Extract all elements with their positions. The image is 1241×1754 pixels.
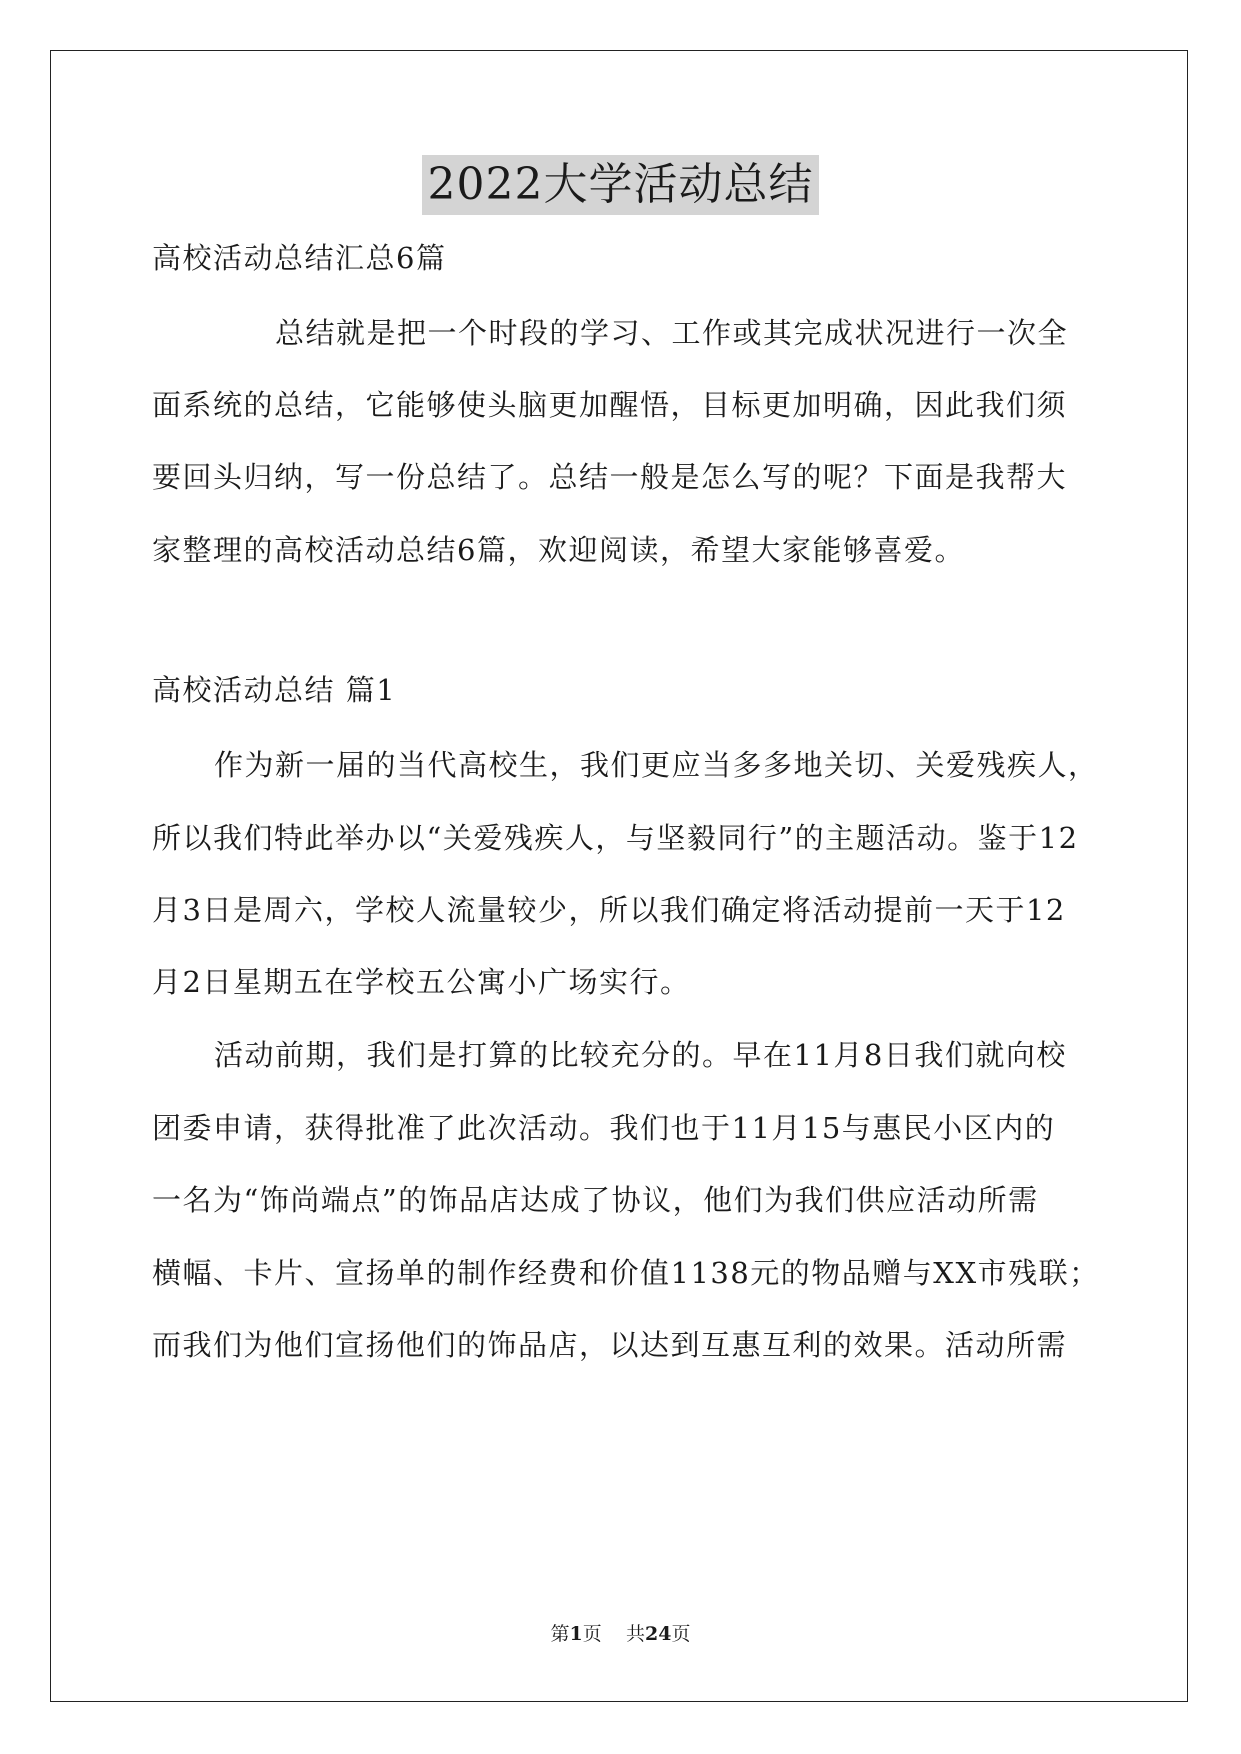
total-prefix: 共 <box>625 1623 645 1645</box>
total-pages: 24 <box>644 1623 672 1645</box>
paragraph-line: 活动前期，我们是打算的比较充分的。早在11月8日我们就向校 <box>214 1038 1067 1072</box>
page-number: 1 <box>569 1623 583 1645</box>
paragraph-line: 月2日星期五在学校五公寓小广场实行。 <box>152 965 691 999</box>
paragraph-line: 团委申请，获得批准了此次活动。我们也于11月15与惠民小区内的 <box>152 1111 1056 1145</box>
paragraph-line: 作为新一届的当代高校生，我们更应当多多地关切、关爱残疾人， <box>214 748 1099 782</box>
title-container <box>0 155 1241 215</box>
section-heading: 高校活动总结 篇1 <box>152 673 397 707</box>
intro-line: 要回头归纳，写一份总结了。总结一般是怎么写的呢？下面是我帮大 <box>152 460 1068 494</box>
page-border <box>50 50 1188 1702</box>
subtitle: 高校活动总结汇总6篇 <box>152 241 447 275</box>
paragraph-line: 一名为“饰尚端点”的饰品店达成了协议，他们为我们供应活动所需 <box>152 1183 1039 1217</box>
document-title: 2022大学活动总结 <box>422 155 820 215</box>
paragraph-line: 所以我们特此举办以“关爱残疾人，与坚毅同行”的主题活动。鉴于12 <box>152 821 1079 855</box>
page-prefix: 第 <box>550 1623 570 1645</box>
intro-line: 总结就是把一个时段的学习、工作或其完成状况进行一次全 <box>275 316 1069 350</box>
page-footer <box>0 1622 1241 1646</box>
page-suffix: 页 <box>582 1623 602 1645</box>
intro-line: 家整理的高校活动总结6篇，欢迎阅读，希望大家能够喜爱。 <box>152 533 965 567</box>
total-suffix: 页 <box>671 1623 691 1645</box>
paragraph-line: 横幅、卡片、宣扬单的制作经费和价值1138元的物品赠与XX市残联； <box>152 1256 1100 1290</box>
paragraph-line: 而我们为他们宣扬他们的饰品店，以达到互惠互利的效果。活动所需 <box>152 1328 1068 1362</box>
intro-line: 面系统的总结，它能够使头脑更加醒悟，目标更加明确，因此我们须 <box>152 388 1068 422</box>
paragraph-line: 月3日是周六，学校人流量较少，所以我们确定将活动提前一天于12 <box>152 893 1066 927</box>
